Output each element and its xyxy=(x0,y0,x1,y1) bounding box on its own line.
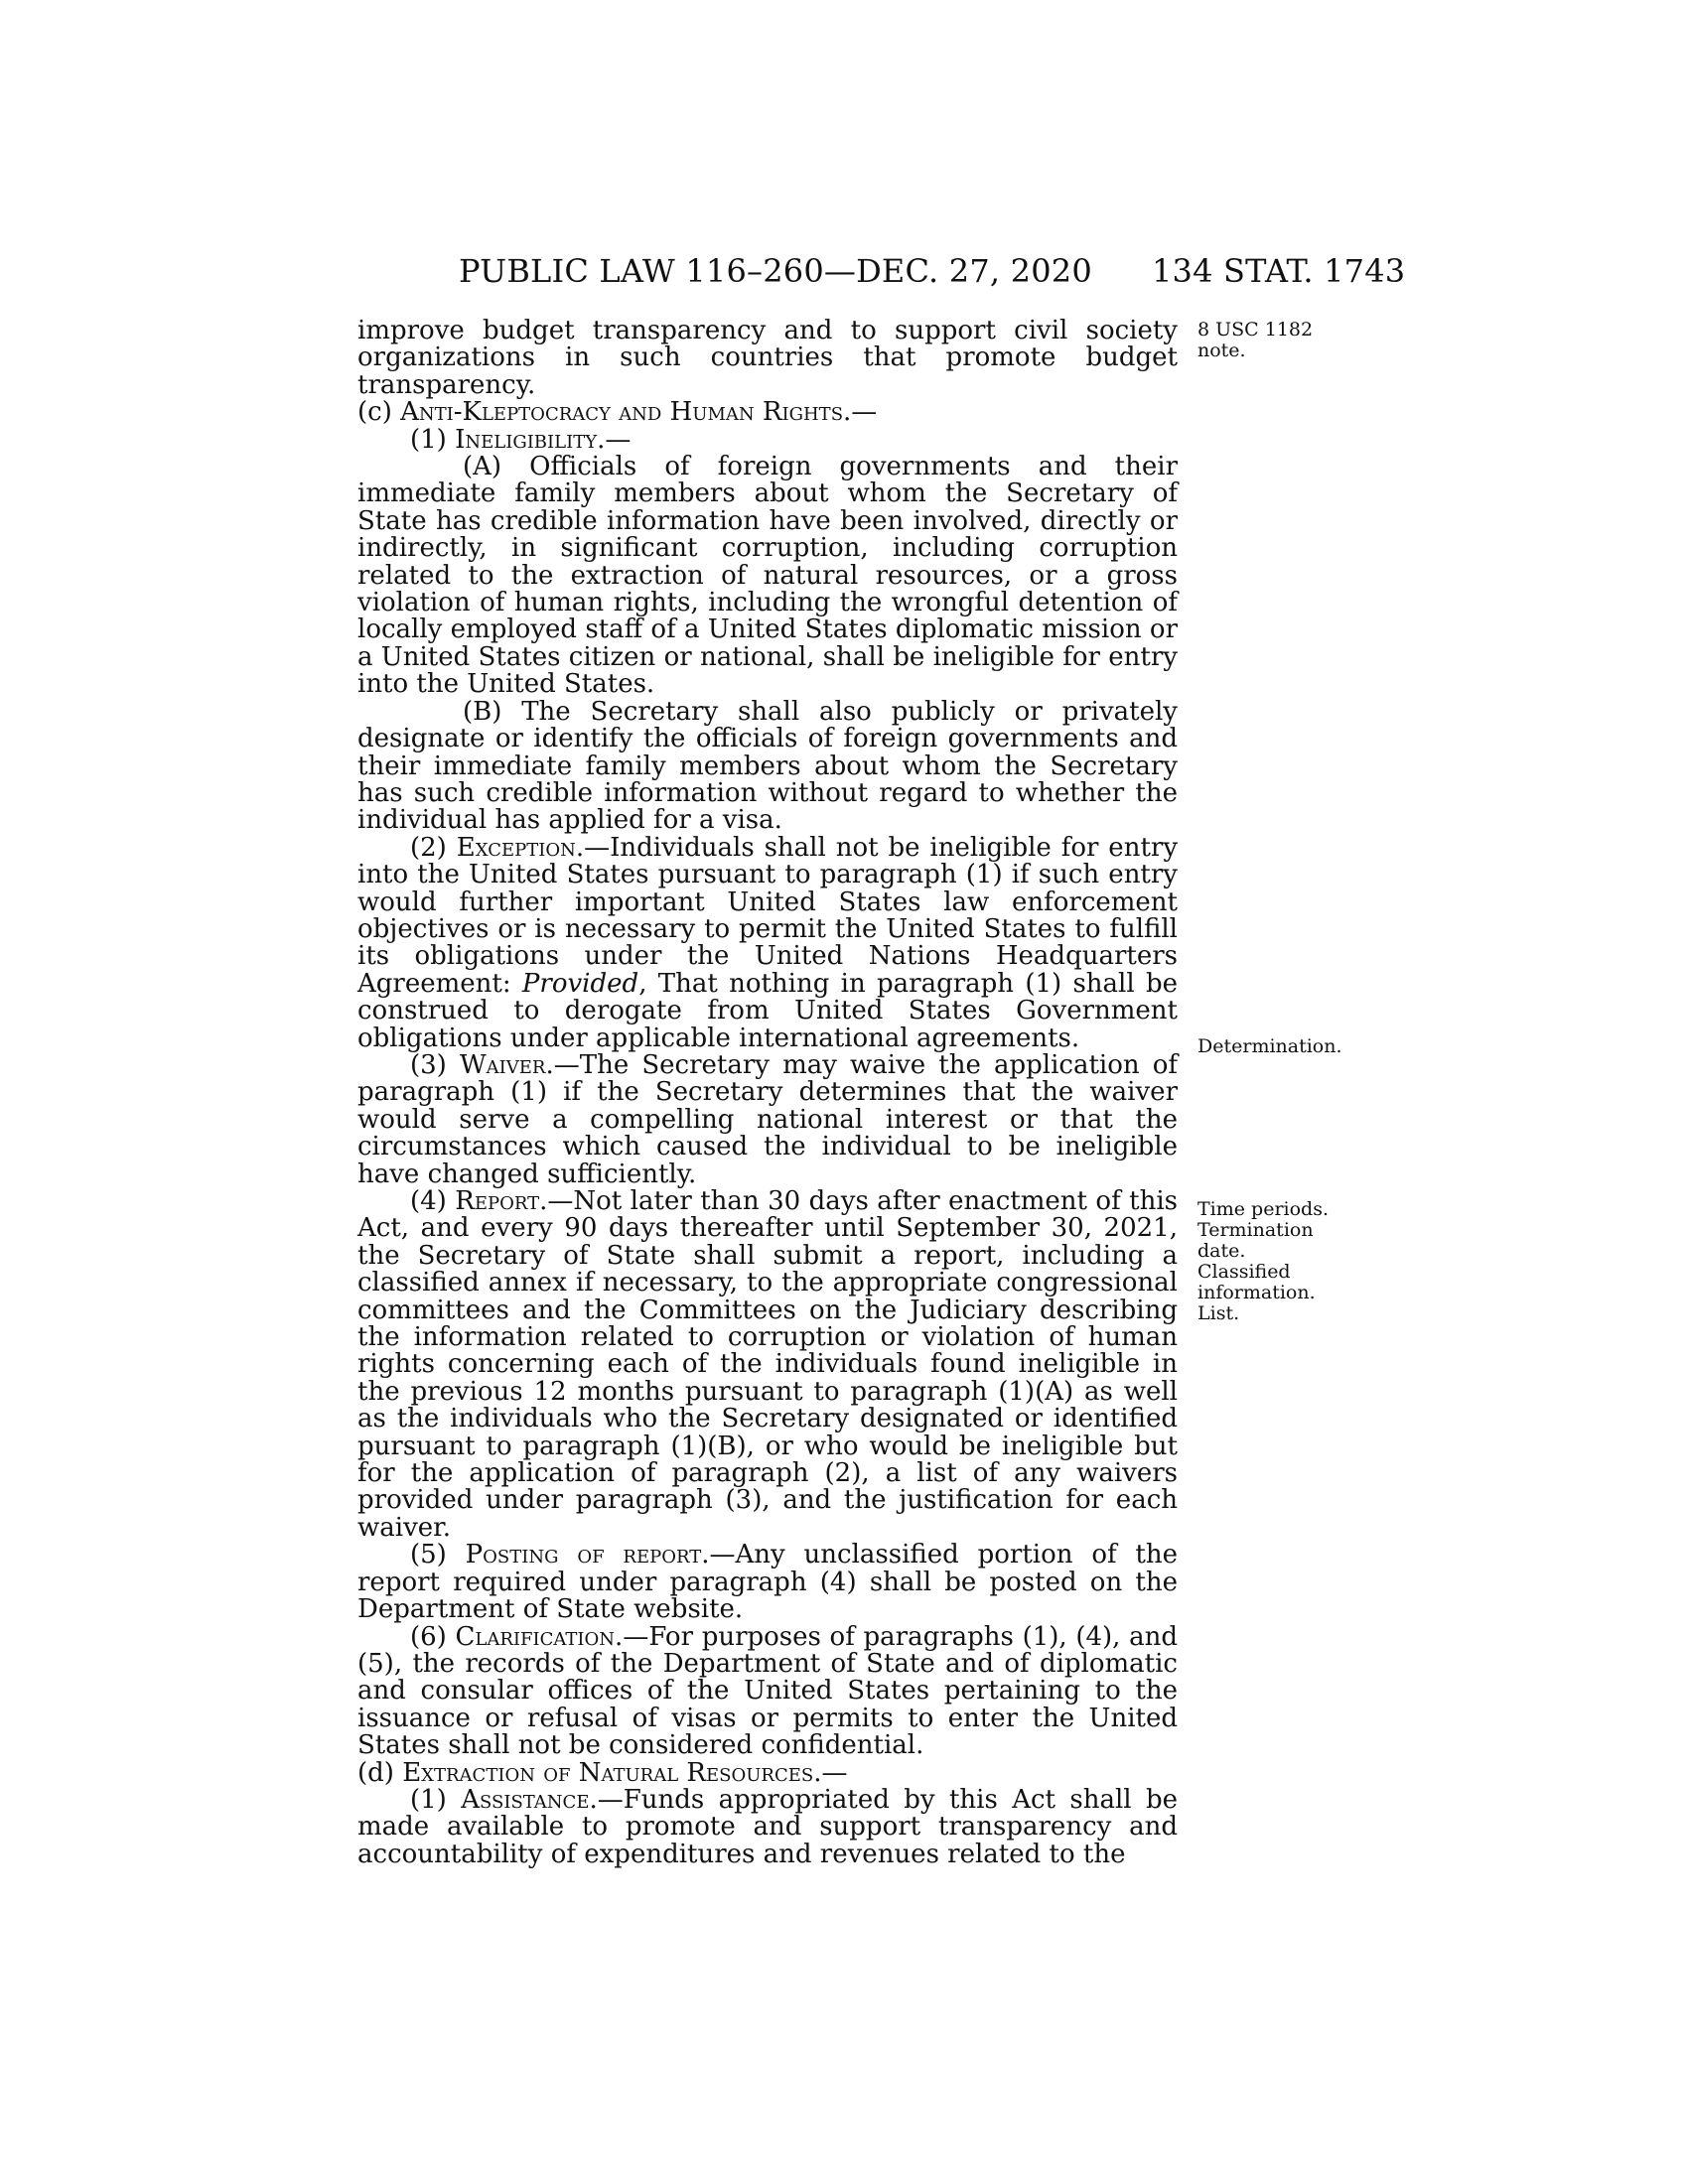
page-header xyxy=(0,252,1688,292)
paragraph-label: (1) xyxy=(410,424,456,455)
paragraph-label: (1) xyxy=(410,1784,462,1815)
provided-italic: Provided xyxy=(521,968,639,999)
paragraph-c1-heading xyxy=(357,424,1178,455)
paragraph-text: —For purposes of paragraphs (1), (4), and (5), the records of the Department of State and of diplomatic and consular offices of the United States pertaining to the issuance or refusal of visas or permits to enter the United States shall not be considered confidential. xyxy=(357,1621,1178,1761)
subsection-label: (d) xyxy=(357,1757,403,1788)
margin-note-report-notes xyxy=(1197,1199,1366,1324)
paragraph-label: (6) xyxy=(410,1621,456,1652)
margin-note-determination: Determination. xyxy=(1197,1035,1342,1057)
subparagraph-c1a: (A) Officials of foreign governments and their immediate family members about whom the Secretary of State has credible information have been involved, directly or indirectly, in significant corruption, including corruption related to the extraction of natural resources, or a gross violation of human rights, including the wrongful detention of locally employed staff of a United States diplomatic mission or a United States citizen or national, shall be ineligible for entry into the United States. xyxy=(357,452,1178,700)
paragraph-label: (2) xyxy=(410,832,457,863)
subsection-title: Extraction of Natural Resources.— xyxy=(402,1757,848,1788)
paragraph-label: (3) xyxy=(410,1049,460,1080)
paragraph-label: (4) xyxy=(410,1186,456,1216)
paragraph-text: —Individuals shall not be ineligible for entry into the United States pursuant to paragraph (1) if such entry would further important United States law enforcement objectives or is necessary to permit the United States to fulfill its obligations under the United Nations Headquarters Agreement: xyxy=(357,832,1179,999)
paragraph-c2 xyxy=(357,832,1179,1053)
paragraph-text: , That nothing in paragraph (1) shall be construed to derogate from United States Government obligations under applicable international agreements. xyxy=(357,968,1179,1053)
paragraph-c6 xyxy=(357,1621,1178,1761)
margin-note-classified: Classified information. xyxy=(1197,1261,1316,1303)
paragraph-title: Ineligibility.— xyxy=(455,424,632,455)
margin-note-usc: 8 USC 1182 note. xyxy=(1197,319,1314,361)
paragraph-text: —Any unclassified portion of the report required under paragraph (4) shall be posted on the Department of State website. xyxy=(357,1540,1179,1625)
statute-page-number: 134 STAT. 1743 xyxy=(1152,252,1406,290)
paragraph-text: —Not later than 30 days after enactment of this Act, and every 90 days thereafter until September 30, 2021, the Secretary of State shall submit a report, including a classified annex if necessary, to the appropriate congressional committees and the Committees on the Judiciary describing the information related to corruption or violation of human rights concerning each of the individuals found ineligible in the previous 12 months pursuant to paragraph (1)(A) as well as the individuals who the Secretary designated or identified pursuant to paragraph (1)(B), or who would be ineligible but for the application of paragraph (2), a list of any waivers provided under paragraph (3), and the justification for each waiver. xyxy=(357,1186,1179,1543)
subsection-d-heading xyxy=(357,1757,1178,1788)
paragraph-title: Assistance. xyxy=(461,1784,598,1815)
subsection-title: Anti-Kleptocracy and Human Rights.— xyxy=(400,397,878,428)
subparagraph-c1b: (B) The Secretary shall also publicly or privately designate or identify the officials of foreign governments and their immediate family members about whom the Secretary has such credible information without regard to whether the individual has applied for a visa. xyxy=(357,696,1178,836)
margin-note-time-periods: Time periods. xyxy=(1197,1198,1330,1220)
paragraph-continuation: improve budget transparency and to support civil society organizations in such countries that promote budget transparency. xyxy=(357,316,1178,400)
paragraph-title: Waiver. xyxy=(459,1049,554,1080)
margin-note-termination: Termination date. xyxy=(1197,1219,1314,1262)
paragraph-title: Clarification. xyxy=(455,1621,624,1652)
paragraph-c3 xyxy=(357,1049,1178,1189)
paragraph-text: —Funds appropriated by this Act shall be made available to promote and support transparency and accountability of expenditures and revenues related to the xyxy=(357,1784,1179,1869)
margin-note-list: List. xyxy=(1197,1302,1240,1324)
paragraph-label: (5) xyxy=(410,1540,466,1570)
paragraph-text: —The Secretary may waive the application of paragraph (1) if the Secretary determines that the waiver would serve a compelling national interest or that the circumstances which caused the individual to be ineligible have changed sufficiently. xyxy=(357,1049,1178,1189)
public-law-citation: PUBLIC LAW 116–260—DEC. 27, 2020 xyxy=(459,252,1092,290)
paragraph-title: Report. xyxy=(455,1186,548,1216)
paragraph-title: Exception. xyxy=(456,832,585,863)
paragraph-title: Posting of report. xyxy=(465,1540,710,1570)
paragraph-d1 xyxy=(357,1784,1179,1869)
paragraph-c4 xyxy=(357,1188,1178,1542)
subsection-c-heading xyxy=(357,399,1178,426)
paragraph-c5 xyxy=(357,1542,1178,1623)
statute-body xyxy=(357,318,1178,1868)
subsection-label: (c) xyxy=(357,397,401,428)
